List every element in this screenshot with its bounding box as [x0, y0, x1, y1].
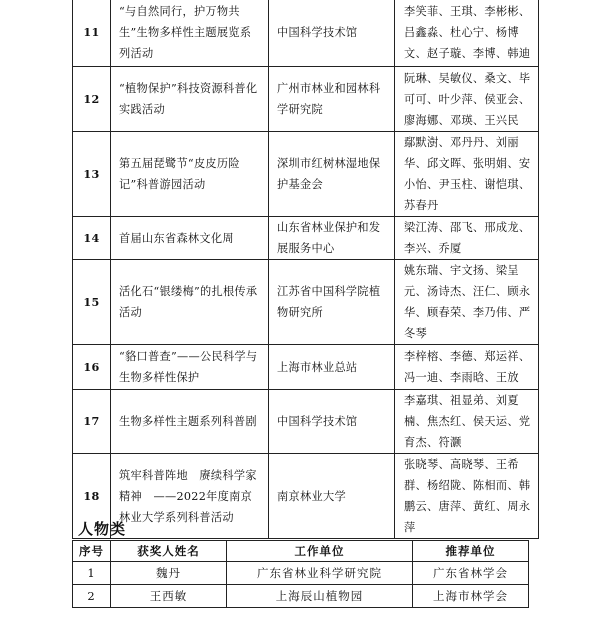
organization: 中国科学技术馆	[269, 0, 395, 67]
table-row	[73, 454, 539, 539]
table-row	[73, 585, 529, 608]
organization: 深圳市红树林湿地保护基金会	[269, 132, 395, 217]
row-number: 14	[73, 217, 111, 260]
activity-name: 活化石“银缕梅”的扎根传承活动	[111, 260, 269, 345]
header-name: 获奖人姓名	[111, 541, 227, 562]
table-row	[73, 562, 529, 585]
activity-name: “与自然同行，护万物共生”生物多样性主题展览系列活动	[111, 0, 269, 67]
row-number: 2	[73, 585, 111, 608]
table-header-row	[73, 541, 529, 562]
activity-name: 第五届琵鹭节“皮皮历险记”科普游园活动	[111, 132, 269, 217]
row-number: 11	[73, 0, 111, 67]
table-row	[73, 132, 539, 217]
participants: 李梓榕、李德、郑运祥、冯一迪、李雨晗、王放	[395, 345, 539, 390]
participants: 阮琳、吴敏仪、桑文、毕可可、叶少萍、侯亚会、廖海娜、邓瑛、王兴民	[395, 67, 539, 132]
row-number: 15	[73, 260, 111, 345]
person-name: 王西敏	[111, 585, 227, 608]
table-row	[73, 390, 539, 454]
row-number: 12	[73, 67, 111, 132]
organization: 山东省林业保护和发展服务中心	[269, 217, 395, 260]
work-unit: 上海辰山植物园	[227, 585, 413, 608]
table-row	[73, 0, 539, 67]
recommender: 上海市林学会	[413, 585, 529, 608]
award-table	[72, 0, 539, 539]
organization: 中国科学技术馆	[269, 390, 395, 454]
organization: 江苏省中国科学院植物研究所	[269, 260, 395, 345]
work-unit: 广东省林业科学研究院	[227, 562, 413, 585]
activity-name: 生物多样性主题系列科普剧	[111, 390, 269, 454]
activity-name: “貉口普查”——公民科学与生物多样性保护	[111, 345, 269, 390]
participants: 梁江涛、邵飞、邢成龙、李兴、乔厦	[395, 217, 539, 260]
organization: 上海市林业总站	[269, 345, 395, 390]
table-row	[73, 345, 539, 390]
row-number: 13	[73, 132, 111, 217]
participants: 李笑菲、王琪、李彬彬、吕鑫淼、杜心宁、杨博文、赵子璇、李博、韩迪	[395, 0, 539, 67]
table-row	[73, 260, 539, 345]
participants: 李嘉琪、祖显弟、刘夏楠、焦杰红、侯天运、党育杰、符灏	[395, 390, 539, 454]
row-number: 17	[73, 390, 111, 454]
recommender: 广东省林学会	[413, 562, 529, 585]
header-work-unit: 工作单位	[227, 541, 413, 562]
table-row	[73, 67, 539, 132]
participants: 鄢默澍、邓丹丹、刘丽华、邱文晖、张明娟、安小怡、尹玉柱、谢恺琪、苏春丹	[395, 132, 539, 217]
organization: 南京林业大学	[269, 454, 395, 539]
activity-name: 首届山东省森林文化周	[111, 217, 269, 260]
header-number: 序号	[73, 541, 111, 562]
header-recommender: 推荐单位	[413, 541, 529, 562]
activity-name: 筑牢科普阵地 赓续科学家精神 ——2022年度南京林业大学系列科普活动	[111, 454, 269, 539]
participants: 姚东瑞、宇文扬、梁呈元、汤诗杰、汪仁、顾永华、顾春荣、李乃伟、严冬琴	[395, 260, 539, 345]
section-title: 人物类	[78, 520, 127, 538]
row-number: 18	[73, 454, 111, 539]
row-number: 1	[73, 562, 111, 585]
person-name: 魏丹	[111, 562, 227, 585]
row-number: 16	[73, 345, 111, 390]
table-row	[73, 217, 539, 260]
organization: 广州市林业和园林科学研究院	[269, 67, 395, 132]
participants: 张晓琴、高晓琴、王希群、杨绍陇、陈相而、韩鹏云、唐萍、黄红、周永萍	[395, 454, 539, 539]
activity-name: “植物保护”科技资源科普化实践活动	[111, 67, 269, 132]
people-table	[72, 540, 529, 608]
